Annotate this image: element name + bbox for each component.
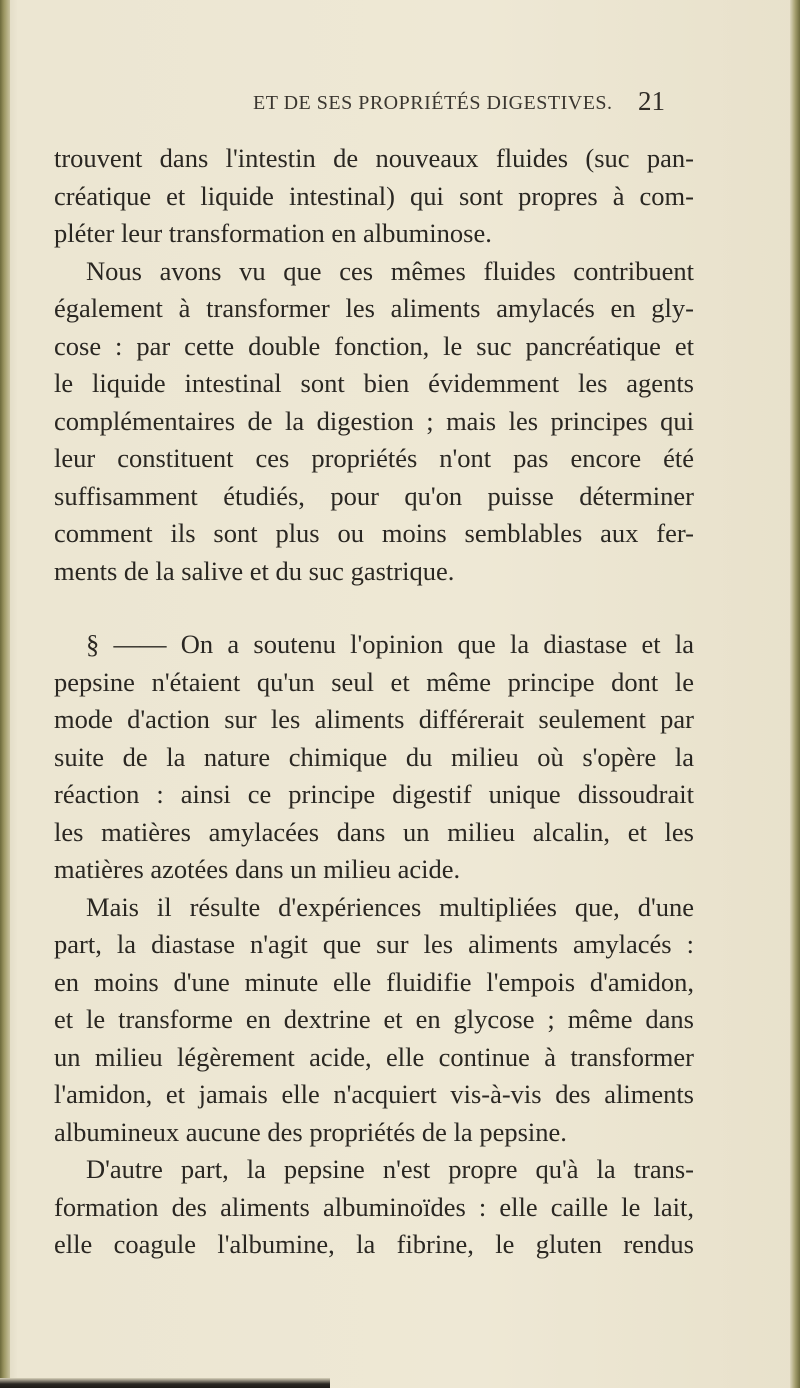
running-title: ET DE SES PROPRIÉTÉS DIGESTIVES. (253, 92, 613, 114)
text-line: § —— On a soutenu l'opinion que la diastase et la (86, 629, 694, 659)
text-line: part, la diastase n'agit que sur les aliments amylacés : (54, 929, 694, 959)
text-line: ments de la salive et du suc gastrique. (54, 555, 455, 586)
text-line: matières azotées dans un milieu acide. (54, 854, 461, 884)
body-text (54, 140, 694, 1264)
text-line: pepsine n'étaient qu'un seul et même principe dont le (54, 666, 694, 697)
text-line: l'amidon, et jamais elle n'acquiert vis-à-vis des aliments (54, 1079, 694, 1109)
bottom-shadow-rule (0, 1378, 330, 1388)
text-line: réaction : ainsi ce principe digestif unique dissoudrait (54, 779, 694, 809)
section-gap (54, 590, 694, 626)
page-outer-edge (790, 0, 800, 1388)
text-line: Mais il résulte d'expériences multipliées que, d'une (86, 891, 694, 922)
text-line: également à transformer les aliments amylacés en gly- (54, 293, 694, 323)
text-line: albumineux aucune des propriétés de la pepsine. (54, 1116, 567, 1147)
paragraph (54, 626, 694, 889)
text-line: complémentaires de la digestion ; mais les principes qui (54, 405, 694, 436)
paragraph (54, 253, 694, 591)
text-line: elle coagule l'albumine, la fibrine, le gluten rendus (54, 1229, 694, 1259)
text-line: cose : par cette double fonction, le suc pancréatique et (54, 330, 694, 361)
text-line: Nous avons vu que ces mêmes fluides contribuent (86, 255, 694, 286)
text-line: suite de la nature chimique du milieu où s'opère la (54, 741, 694, 772)
text-line: trouvent dans l'intestin de nouveaux fluides (suc pan- (54, 143, 694, 173)
text-line: leur constituent ces propriétés n'ont pas encore été (54, 443, 694, 473)
text-line: pléter leur transformation en albuminose. (54, 218, 492, 248)
text-line: les matières amylacées dans un milieu alcalin, et les (54, 816, 694, 847)
paragraph (54, 1151, 694, 1264)
text-line: créatique et liquide intestinal) qui sont propres à com- (54, 180, 694, 211)
text-line: D'autre part, la pepsine n'est propre qu'à la trans- (86, 1154, 694, 1184)
text-line: suffisamment étudiés, pour qu'on puisse déterminer (54, 480, 694, 511)
text-line: formation des aliments albuminoïdes : elle caille le lait, (54, 1191, 694, 1222)
paragraph (54, 889, 694, 1152)
running-head (0, 86, 800, 132)
text-line: un milieu légèrement acide, elle continue à transformer (54, 1041, 694, 1072)
text-line: mode d'action sur les aliments différerait seulement par (54, 704, 694, 734)
page-number: 21 (638, 86, 665, 116)
text-line: comment ils sont plus ou moins semblables aux fer- (54, 518, 694, 548)
text-line: le liquide intestinal sont bien évidemment les agents (54, 368, 694, 398)
text-line: en moins d'une minute elle fluidifie l'empois d'amidon, (54, 966, 694, 997)
page-binding-edge (0, 0, 10, 1388)
text-line: et le transforme en dextrine et en glycose ; même dans (54, 1004, 694, 1034)
paragraph (54, 140, 694, 253)
